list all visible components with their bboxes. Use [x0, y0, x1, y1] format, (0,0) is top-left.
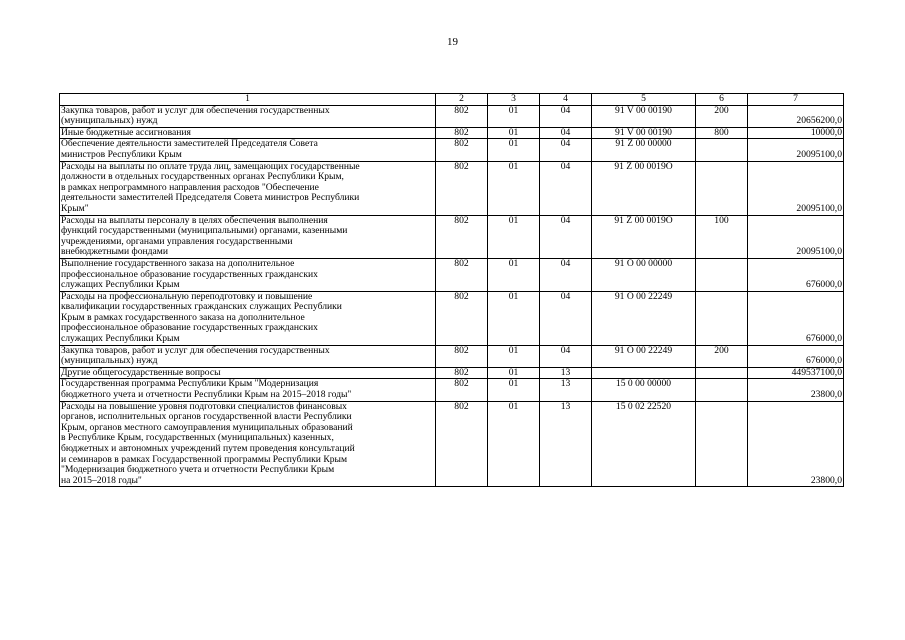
- ministry-code: 802: [436, 367, 488, 379]
- table-row: [60, 215, 844, 258]
- column-header: 6: [696, 94, 748, 106]
- target-article-code: 91 V 00 00190: [592, 127, 696, 139]
- amount: 20656200,0: [748, 105, 844, 127]
- row-name: Расходы на повышение уровня подготовки специалистов финансовых органов, исполнительных органов государственной власти Республики Крым, органов местного самоуправления муниципальных образований в Республике Крым, государственных (муниципальных) казенных, бюджетных и автономных учреждений путем проведения консультаций и семинаров в рамках Государственной программы Республики Крым "Модернизация бюджетного учета и отчетности Республики Крым на 2015–2018 годы": [60, 401, 436, 487]
- row-name: Иные бюджетные ассигнования: [60, 127, 436, 139]
- section-code: 01: [488, 105, 540, 127]
- row-name: Закупка товаров, работ и услуг для обеспечения государственных (муниципальных) нужд: [60, 345, 436, 367]
- expense-type-code: 100: [696, 215, 748, 258]
- expense-type-code: [696, 367, 748, 379]
- row-name: Расходы на выплаты по оплате труда лиц, замещающих государственные должности в отдельных государственных органах Республики Крым, в рамках непрограммного направления расходов "Обеспечение деятельности заместителей Председателя Совета министров Республики Крым": [60, 161, 436, 215]
- target-article-code: 91 V 00 00190: [592, 105, 696, 127]
- table-row: [60, 345, 844, 367]
- column-header: 1: [60, 94, 436, 106]
- amount: 23800,0: [748, 401, 844, 487]
- section-code: 01: [488, 161, 540, 215]
- section-code: 01: [488, 258, 540, 291]
- amount: 676000,0: [748, 345, 844, 367]
- subsection-code: 04: [540, 291, 592, 345]
- ministry-code: 802: [436, 291, 488, 345]
- amount: 676000,0: [748, 258, 844, 291]
- table-row: [60, 127, 844, 139]
- subsection-code: 04: [540, 127, 592, 139]
- table-row: [60, 139, 844, 161]
- target-article-code: 91 Z 00 0019О: [592, 161, 696, 215]
- expense-type-code: [696, 379, 748, 401]
- target-article-code: [592, 367, 696, 379]
- column-header: 7: [748, 94, 844, 106]
- ministry-code: 802: [436, 401, 488, 487]
- ministry-code: 802: [436, 215, 488, 258]
- column-header: 3: [488, 94, 540, 106]
- row-name: Закупка товаров, работ и услуг для обеспечения государственных (муниципальных) нужд: [60, 105, 436, 127]
- target-article-code: 91 Z 00 0019О: [592, 215, 696, 258]
- row-name: Расходы на выплаты персоналу в целях обеспечения выполнения функций государственными (муниципальными) органами, казенными учреждениями, органами управления государственными внебюджетными фондами: [60, 215, 436, 258]
- expense-type-code: [696, 291, 748, 345]
- amount: 10000,0: [748, 127, 844, 139]
- amount: 676000,0: [748, 291, 844, 345]
- table-row: [60, 379, 844, 401]
- subsection-code: 04: [540, 258, 592, 291]
- table-row: [60, 401, 844, 487]
- ministry-code: 802: [436, 345, 488, 367]
- subsection-code: 04: [540, 215, 592, 258]
- section-code: 01: [488, 401, 540, 487]
- row-name: Другие общегосударственные вопросы: [60, 367, 436, 379]
- amount: 20095100,0: [748, 161, 844, 215]
- ministry-code: 802: [436, 258, 488, 291]
- table-row: [60, 291, 844, 345]
- expense-type-code: 200: [696, 105, 748, 127]
- table-row: [60, 258, 844, 291]
- ministry-code: 802: [436, 105, 488, 127]
- subsection-code: 04: [540, 139, 592, 161]
- section-code: 01: [488, 367, 540, 379]
- table-row: [60, 105, 844, 127]
- row-name: Обеспечение деятельности заместителей Председателя Совета министров Республики Крым: [60, 139, 436, 161]
- row-name: Расходы на профессиональную переподготовку и повышение квалификации государственных гражданских служащих Республики Крым в рамках государственного заказа на дополнительное профессиональное образование государственных гражданских служащих Республики Крым: [60, 291, 436, 345]
- section-code: 01: [488, 345, 540, 367]
- ministry-code: 802: [436, 139, 488, 161]
- column-header: 2: [436, 94, 488, 106]
- target-article-code: 15 0 00 00000: [592, 379, 696, 401]
- target-article-code: 91 О 00 22249: [592, 291, 696, 345]
- section-code: 01: [488, 379, 540, 401]
- header-row: [60, 94, 844, 106]
- column-header: 4: [540, 94, 592, 106]
- expense-type-code: [696, 161, 748, 215]
- ministry-code: 802: [436, 161, 488, 215]
- subsection-code: 04: [540, 161, 592, 215]
- target-article-code: 91 О 00 00000: [592, 258, 696, 291]
- section-code: 01: [488, 215, 540, 258]
- amount: 23800,0: [748, 379, 844, 401]
- ministry-code: 802: [436, 379, 488, 401]
- expense-type-code: [696, 258, 748, 291]
- table-row: [60, 367, 844, 379]
- expense-type-code: 200: [696, 345, 748, 367]
- expense-type-code: [696, 401, 748, 487]
- subsection-code: 04: [540, 345, 592, 367]
- page-number: 19: [447, 36, 458, 48]
- section-code: 01: [488, 139, 540, 161]
- subsection-code: 13: [540, 379, 592, 401]
- amount: 20095100,0: [748, 139, 844, 161]
- expense-type-code: [696, 139, 748, 161]
- row-name: Выполнение государственного заказа на дополнительное профессиональное образование государственных гражданских служащих Республики Крым: [60, 258, 436, 291]
- ministry-code: 802: [436, 127, 488, 139]
- subsection-code: 04: [540, 105, 592, 127]
- table-row: [60, 161, 844, 215]
- section-code: 01: [488, 291, 540, 345]
- column-header: 5: [592, 94, 696, 106]
- target-article-code: 91 О 00 22249: [592, 345, 696, 367]
- budget-table: [59, 93, 844, 487]
- target-article-code: 15 0 02 22520: [592, 401, 696, 487]
- row-name: Государственная программа Республики Крым "Модернизация бюджетного учета и отчетности Республики Крым на 2015–2018 годы": [60, 379, 436, 401]
- expense-type-code: 800: [696, 127, 748, 139]
- target-article-code: 91 Z 00 00000: [592, 139, 696, 161]
- subsection-code: 13: [540, 401, 592, 487]
- amount: 449537100,0: [748, 367, 844, 379]
- amount: 20095100,0: [748, 215, 844, 258]
- section-code: 01: [488, 127, 540, 139]
- subsection-code: 13: [540, 367, 592, 379]
